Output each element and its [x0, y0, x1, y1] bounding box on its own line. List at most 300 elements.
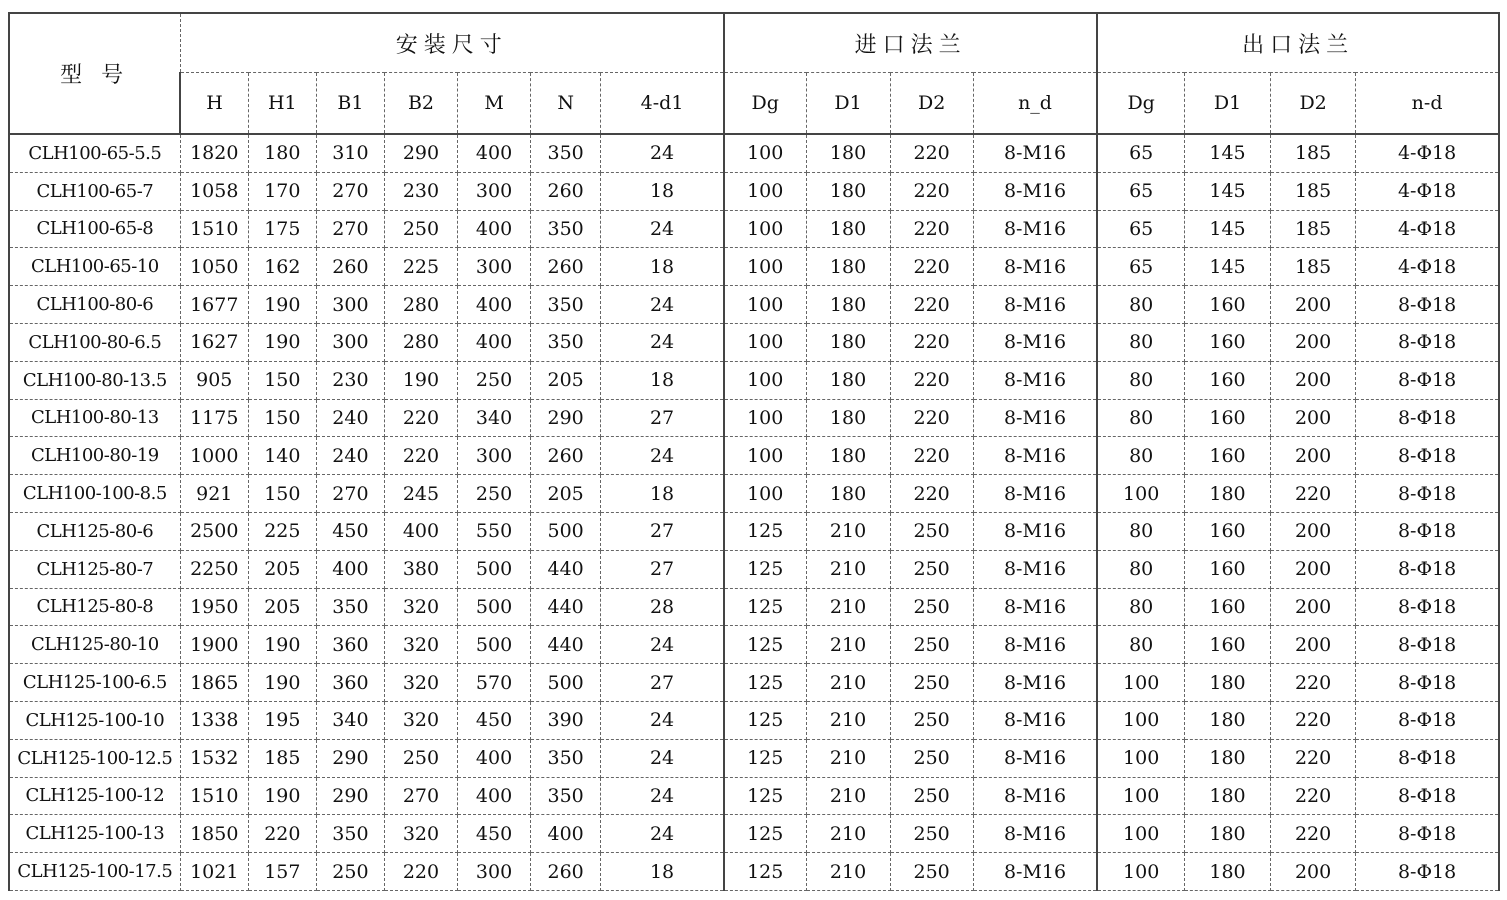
model-cell: CLH125-100-13 [9, 815, 180, 853]
inlet-value-cell: 125 [724, 626, 806, 664]
outlet-value-cell: 8-Φ18 [1356, 550, 1499, 588]
inlet-value-cell: 8-M16 [973, 399, 1097, 437]
outlet-value-cell: 100 [1097, 475, 1184, 513]
install-value-cell: 220 [384, 399, 457, 437]
table-row [9, 588, 1499, 626]
install-value-cell: 280 [384, 286, 457, 324]
install-value-cell: 190 [248, 286, 316, 324]
install-value-cell: 180 [248, 134, 316, 172]
model-cell: CLH125-100-10 [9, 701, 180, 739]
install-value-cell: 220 [384, 853, 457, 891]
inlet-value-cell: 8-M16 [973, 248, 1097, 286]
inlet-value-cell: 8-M16 [973, 588, 1097, 626]
table-row [9, 399, 1499, 437]
install-column-header: 4-d1 [601, 73, 724, 135]
install-value-cell: 1820 [180, 134, 248, 172]
inlet-value-cell: 8-M16 [973, 437, 1097, 475]
install-value-cell: 360 [316, 626, 384, 664]
install-value-cell: 24 [601, 437, 724, 475]
outlet-value-cell: 4-Φ18 [1356, 172, 1499, 210]
install-value-cell: 350 [531, 777, 601, 815]
model-cell: CLH100-65-10 [9, 248, 180, 286]
inlet-value-cell: 8-M16 [973, 323, 1097, 361]
outlet-value-cell: 8-Φ18 [1356, 588, 1499, 626]
install-column-header: H1 [248, 73, 316, 135]
table-row [9, 626, 1499, 664]
install-value-cell: 320 [384, 588, 457, 626]
model-cell: CLH100-100-8.5 [9, 475, 180, 513]
outlet-value-cell: 200 [1271, 588, 1356, 626]
inlet-value-cell: 125 [724, 701, 806, 739]
inlet-value-cell: 250 [890, 512, 973, 550]
install-value-cell: 380 [384, 550, 457, 588]
inlet-value-cell: 220 [890, 172, 973, 210]
install-value-cell: 2250 [180, 550, 248, 588]
inlet-value-cell: 8-M16 [973, 815, 1097, 853]
inlet-value-cell: 8-M16 [973, 701, 1097, 739]
install-value-cell: 290 [316, 777, 384, 815]
inlet-value-cell: 125 [724, 588, 806, 626]
install-value-cell: 260 [531, 853, 601, 891]
inlet-value-cell: 8-M16 [973, 739, 1097, 777]
install-value-cell: 250 [384, 739, 457, 777]
install-value-cell: 550 [458, 512, 531, 550]
outlet-value-cell: 100 [1097, 777, 1184, 815]
inlet-value-cell: 180 [806, 323, 890, 361]
inlet-value-cell: 220 [890, 399, 973, 437]
install-value-cell: 300 [458, 248, 531, 286]
install-value-cell: 350 [531, 134, 601, 172]
inlet-value-cell: 210 [806, 664, 890, 702]
install-value-cell: 18 [601, 172, 724, 210]
install-value-cell: 250 [458, 361, 531, 399]
model-cell: CLH100-65-7 [9, 172, 180, 210]
outlet-value-cell: 8-Φ18 [1356, 701, 1499, 739]
install-value-cell: 570 [458, 664, 531, 702]
install-value-cell: 230 [384, 172, 457, 210]
inlet-value-cell: 180 [806, 248, 890, 286]
table-row [9, 550, 1499, 588]
inlet-value-cell: 220 [890, 437, 973, 475]
inlet-value-cell: 180 [806, 134, 890, 172]
inlet-column-header: D1 [806, 73, 890, 135]
outlet-value-cell: 220 [1271, 664, 1356, 702]
table-row [9, 777, 1499, 815]
table-row [9, 323, 1499, 361]
outlet-value-cell: 100 [1097, 739, 1184, 777]
install-value-cell: 150 [248, 361, 316, 399]
outlet-column-header: D2 [1271, 73, 1356, 135]
inlet-value-cell: 180 [806, 361, 890, 399]
install-value-cell: 18 [601, 361, 724, 399]
install-value-cell: 390 [531, 701, 601, 739]
outlet-value-cell: 185 [1271, 248, 1356, 286]
model-cell: CLH125-100-12 [9, 777, 180, 815]
install-value-cell: 1021 [180, 853, 248, 891]
outlet-value-cell: 8-Φ18 [1356, 739, 1499, 777]
model-cell: CLH100-80-6 [9, 286, 180, 324]
outlet-value-cell: 160 [1184, 437, 1270, 475]
install-value-cell: 27 [601, 399, 724, 437]
outlet-value-cell: 185 [1271, 210, 1356, 248]
inlet-value-cell: 100 [724, 399, 806, 437]
install-value-cell: 350 [531, 739, 601, 777]
install-value-cell: 140 [248, 437, 316, 475]
inlet-value-cell: 210 [806, 588, 890, 626]
install-value-cell: 1627 [180, 323, 248, 361]
model-column-header: 型 号 [9, 13, 180, 134]
outlet-value-cell: 160 [1184, 626, 1270, 664]
inlet-value-cell: 100 [724, 172, 806, 210]
inlet-value-cell: 125 [724, 815, 806, 853]
inlet-value-cell: 8-M16 [973, 777, 1097, 815]
model-cell: CLH125-80-10 [9, 626, 180, 664]
install-value-cell: 1510 [180, 777, 248, 815]
install-value-cell: 24 [601, 626, 724, 664]
model-cell: CLH125-100-6.5 [9, 664, 180, 702]
outlet-value-cell: 180 [1184, 739, 1270, 777]
table-row [9, 361, 1499, 399]
outlet-value-cell: 180 [1184, 777, 1270, 815]
install-value-cell: 205 [531, 361, 601, 399]
outlet-value-cell: 8-Φ18 [1356, 512, 1499, 550]
outlet-value-cell: 145 [1184, 210, 1270, 248]
install-column-header: B2 [384, 73, 457, 135]
table-row [9, 172, 1499, 210]
outlet-value-cell: 160 [1184, 512, 1270, 550]
install-value-cell: 320 [384, 626, 457, 664]
inlet-value-cell: 125 [724, 853, 806, 891]
install-value-cell: 185 [248, 739, 316, 777]
inlet-value-cell: 125 [724, 739, 806, 777]
inlet-column-header: n_d [973, 73, 1097, 135]
install-value-cell: 320 [384, 701, 457, 739]
install-value-cell: 150 [248, 399, 316, 437]
install-value-cell: 300 [458, 853, 531, 891]
outlet-value-cell: 160 [1184, 323, 1270, 361]
outlet-value-cell: 100 [1097, 701, 1184, 739]
install-value-cell: 350 [531, 323, 601, 361]
outlet-value-cell: 8-Φ18 [1356, 815, 1499, 853]
inlet-value-cell: 8-M16 [973, 853, 1097, 891]
inlet-value-cell: 125 [724, 550, 806, 588]
outlet-value-cell: 100 [1097, 815, 1184, 853]
inlet-value-cell: 100 [724, 134, 806, 172]
outlet-value-cell: 65 [1097, 134, 1184, 172]
install-value-cell: 350 [531, 286, 601, 324]
install-value-cell: 290 [531, 399, 601, 437]
install-value-cell: 175 [248, 210, 316, 248]
install-value-cell: 24 [601, 323, 724, 361]
install-value-cell: 190 [248, 323, 316, 361]
outlet-value-cell: 220 [1271, 815, 1356, 853]
install-value-cell: 260 [531, 172, 601, 210]
install-value-cell: 1677 [180, 286, 248, 324]
outlet-value-cell: 180 [1184, 853, 1270, 891]
inlet-value-cell: 8-M16 [973, 172, 1097, 210]
outlet-value-cell: 8-Φ18 [1356, 853, 1499, 891]
inlet-value-cell: 250 [890, 588, 973, 626]
model-cell: CLH100-80-13.5 [9, 361, 180, 399]
table-row [9, 815, 1499, 853]
inlet-value-cell: 250 [890, 853, 973, 891]
install-value-cell: 290 [316, 739, 384, 777]
outlet-value-cell: 185 [1271, 172, 1356, 210]
install-value-cell: 340 [458, 399, 531, 437]
outlet-value-cell: 200 [1271, 323, 1356, 361]
install-value-cell: 18 [601, 475, 724, 513]
install-value-cell: 190 [248, 626, 316, 664]
model-cell: CLH125-100-17.5 [9, 853, 180, 891]
install-value-cell: 921 [180, 475, 248, 513]
install-value-cell: 500 [531, 512, 601, 550]
outlet-value-cell: 8-Φ18 [1356, 664, 1499, 702]
model-cell: CLH125-80-7 [9, 550, 180, 588]
outlet-value-cell: 200 [1271, 626, 1356, 664]
install-value-cell: 400 [531, 815, 601, 853]
install-value-cell: 350 [316, 588, 384, 626]
install-value-cell: 400 [458, 739, 531, 777]
outlet-value-cell: 220 [1271, 701, 1356, 739]
inlet-value-cell: 8-M16 [973, 475, 1097, 513]
inlet-value-cell: 8-M16 [973, 286, 1097, 324]
install-value-cell: 250 [316, 853, 384, 891]
install-value-cell: 240 [316, 437, 384, 475]
inlet-value-cell: 125 [724, 777, 806, 815]
install-value-cell: 450 [458, 701, 531, 739]
table-row [9, 286, 1499, 324]
table-body [9, 134, 1499, 890]
install-value-cell: 270 [384, 777, 457, 815]
install-value-cell: 230 [316, 361, 384, 399]
install-value-cell: 300 [316, 323, 384, 361]
outlet-value-cell: 80 [1097, 437, 1184, 475]
inlet-value-cell: 180 [806, 399, 890, 437]
install-value-cell: 240 [316, 399, 384, 437]
install-column-header: M [458, 73, 531, 135]
outlet-value-cell: 65 [1097, 172, 1184, 210]
install-value-cell: 1175 [180, 399, 248, 437]
header-column-row [9, 73, 1499, 135]
inlet-value-cell: 100 [724, 437, 806, 475]
install-value-cell: 24 [601, 739, 724, 777]
install-column-header: B1 [316, 73, 384, 135]
inlet-value-cell: 220 [890, 475, 973, 513]
table-row [9, 475, 1499, 513]
table-row [9, 248, 1499, 286]
install-value-cell: 27 [601, 664, 724, 702]
model-cell: CLH100-65-8 [9, 210, 180, 248]
outlet-value-cell: 8-Φ18 [1356, 777, 1499, 815]
install-value-cell: 24 [601, 777, 724, 815]
outlet-value-cell: 180 [1184, 815, 1270, 853]
outlet-value-cell: 200 [1271, 437, 1356, 475]
install-value-cell: 400 [316, 550, 384, 588]
outlet-value-cell: 80 [1097, 361, 1184, 399]
inlet-value-cell: 180 [806, 475, 890, 513]
install-value-cell: 350 [531, 210, 601, 248]
install-value-cell: 400 [458, 323, 531, 361]
inlet-value-cell: 8-M16 [973, 134, 1097, 172]
install-value-cell: 400 [458, 777, 531, 815]
outlet-value-cell: 80 [1097, 588, 1184, 626]
inlet-value-cell: 250 [890, 701, 973, 739]
install-value-cell: 24 [601, 210, 724, 248]
inlet-column-header: D2 [890, 73, 973, 135]
inlet-value-cell: 250 [890, 815, 973, 853]
install-value-cell: 270 [316, 475, 384, 513]
install-value-cell: 245 [384, 475, 457, 513]
install-value-cell: 260 [316, 248, 384, 286]
install-value-cell: 450 [458, 815, 531, 853]
outlet-value-cell: 80 [1097, 550, 1184, 588]
install-value-cell: 340 [316, 701, 384, 739]
model-cell: CLH125-100-12.5 [9, 739, 180, 777]
outlet-value-cell: 100 [1097, 664, 1184, 702]
table-row [9, 739, 1499, 777]
inlet-value-cell: 210 [806, 777, 890, 815]
inlet-value-cell: 125 [724, 664, 806, 702]
table-header [9, 13, 1499, 134]
outlet-value-cell: 160 [1184, 361, 1270, 399]
install-value-cell: 195 [248, 701, 316, 739]
install-value-cell: 205 [248, 550, 316, 588]
outlet-value-cell: 160 [1184, 550, 1270, 588]
inlet-value-cell: 210 [806, 815, 890, 853]
install-column-header: H [180, 73, 248, 135]
install-value-cell: 190 [384, 361, 457, 399]
install-value-cell: 500 [458, 588, 531, 626]
model-cell: CLH100-65-5.5 [9, 134, 180, 172]
install-value-cell: 190 [248, 777, 316, 815]
install-value-cell: 260 [531, 248, 601, 286]
inlet-value-cell: 180 [806, 437, 890, 475]
outlet-value-cell: 80 [1097, 399, 1184, 437]
inlet-value-cell: 8-M16 [973, 550, 1097, 588]
install-value-cell: 500 [531, 664, 601, 702]
outlet-column-header: D1 [1184, 73, 1270, 135]
outlet-value-cell: 145 [1184, 134, 1270, 172]
table-row [9, 210, 1499, 248]
outlet-value-cell: 200 [1271, 399, 1356, 437]
inlet-flange-header: 进口法兰 [724, 13, 1097, 73]
install-value-cell: 1510 [180, 210, 248, 248]
install-value-cell: 250 [384, 210, 457, 248]
install-value-cell: 260 [531, 437, 601, 475]
inlet-value-cell: 8-M16 [973, 361, 1097, 399]
outlet-value-cell: 80 [1097, 323, 1184, 361]
inlet-value-cell: 8-M16 [973, 512, 1097, 550]
outlet-value-cell: 200 [1271, 361, 1356, 399]
inlet-value-cell: 220 [890, 210, 973, 248]
inlet-value-cell: 210 [806, 550, 890, 588]
install-value-cell: 400 [458, 134, 531, 172]
install-value-cell: 440 [531, 588, 601, 626]
inlet-column-header: Dg [724, 73, 806, 135]
inlet-value-cell: 100 [724, 323, 806, 361]
outlet-value-cell: 8-Φ18 [1356, 286, 1499, 324]
inlet-value-cell: 125 [724, 512, 806, 550]
outlet-flange-header: 出口法兰 [1097, 13, 1499, 73]
install-value-cell: 24 [601, 134, 724, 172]
table-row [9, 134, 1499, 172]
inlet-value-cell: 250 [890, 777, 973, 815]
model-cell: CLH100-80-6.5 [9, 323, 180, 361]
outlet-value-cell: 160 [1184, 588, 1270, 626]
inlet-value-cell: 8-M16 [973, 626, 1097, 664]
install-value-cell: 350 [316, 815, 384, 853]
table-row [9, 664, 1499, 702]
install-value-cell: 220 [248, 815, 316, 853]
inlet-value-cell: 100 [724, 210, 806, 248]
inlet-value-cell: 210 [806, 739, 890, 777]
outlet-value-cell: 145 [1184, 248, 1270, 286]
inlet-value-cell: 100 [724, 248, 806, 286]
outlet-value-cell: 220 [1271, 777, 1356, 815]
install-value-cell: 205 [531, 475, 601, 513]
inlet-value-cell: 100 [724, 286, 806, 324]
install-value-cell: 1058 [180, 172, 248, 210]
outlet-value-cell: 80 [1097, 512, 1184, 550]
outlet-value-cell: 200 [1271, 550, 1356, 588]
install-value-cell: 190 [248, 664, 316, 702]
install-value-cell: 150 [248, 475, 316, 513]
outlet-value-cell: 160 [1184, 399, 1270, 437]
install-value-cell: 1000 [180, 437, 248, 475]
pump-spec-table [8, 12, 1500, 891]
inlet-value-cell: 250 [890, 739, 973, 777]
outlet-column-header: Dg [1097, 73, 1184, 135]
outlet-value-cell: 220 [1271, 739, 1356, 777]
install-value-cell: 18 [601, 853, 724, 891]
inlet-value-cell: 210 [806, 853, 890, 891]
install-value-cell: 440 [531, 550, 601, 588]
install-value-cell: 500 [458, 626, 531, 664]
install-value-cell: 24 [601, 286, 724, 324]
inlet-value-cell: 100 [724, 475, 806, 513]
outlet-value-cell: 65 [1097, 248, 1184, 286]
install-value-cell: 1532 [180, 739, 248, 777]
install-value-cell: 1900 [180, 626, 248, 664]
install-value-cell: 205 [248, 588, 316, 626]
outlet-value-cell: 4-Φ18 [1356, 134, 1499, 172]
inlet-value-cell: 250 [890, 626, 973, 664]
outlet-value-cell: 160 [1184, 286, 1270, 324]
inlet-value-cell: 210 [806, 626, 890, 664]
inlet-value-cell: 220 [890, 286, 973, 324]
outlet-value-cell: 200 [1271, 286, 1356, 324]
inlet-value-cell: 100 [724, 361, 806, 399]
inlet-value-cell: 210 [806, 512, 890, 550]
install-value-cell: 27 [601, 512, 724, 550]
install-value-cell: 1338 [180, 701, 248, 739]
model-cell: CLH125-80-8 [9, 588, 180, 626]
inlet-value-cell: 250 [890, 550, 973, 588]
install-value-cell: 360 [316, 664, 384, 702]
outlet-value-cell: 80 [1097, 626, 1184, 664]
table-row [9, 437, 1499, 475]
install-value-cell: 290 [384, 134, 457, 172]
install-value-cell: 1050 [180, 248, 248, 286]
install-value-cell: 27 [601, 550, 724, 588]
outlet-value-cell: 8-Φ18 [1356, 626, 1499, 664]
install-value-cell: 162 [248, 248, 316, 286]
model-cell: CLH125-80-6 [9, 512, 180, 550]
outlet-value-cell: 180 [1184, 701, 1270, 739]
inlet-value-cell: 180 [806, 172, 890, 210]
inlet-value-cell: 220 [890, 323, 973, 361]
outlet-value-cell: 80 [1097, 286, 1184, 324]
